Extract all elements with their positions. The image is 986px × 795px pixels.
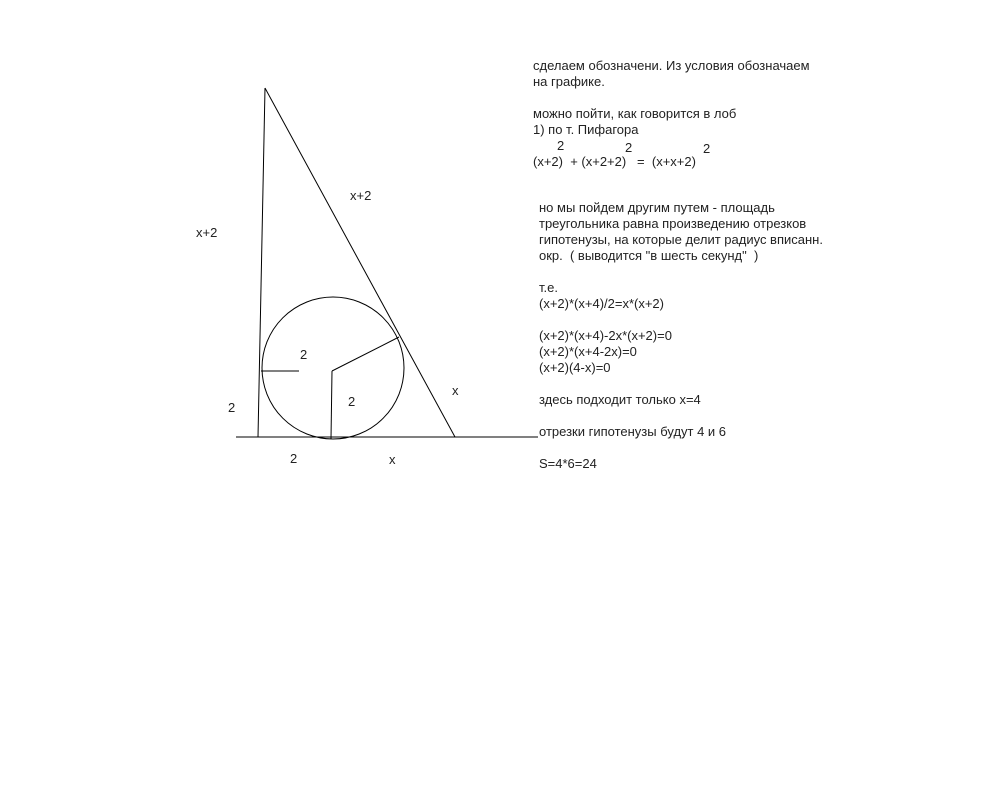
equation: (x+2)(4-x)=0 bbox=[539, 360, 611, 375]
equation: (x+2)*(x+4-2x)=0 bbox=[539, 344, 637, 359]
label-radius-horizontal: 2 bbox=[300, 347, 308, 362]
exponent: 2 bbox=[703, 141, 711, 156]
label-hypotenuse-lower: x bbox=[452, 383, 459, 398]
label-left-lower: 2 bbox=[228, 400, 236, 415]
note-line: но мы пойдем другим путем - площадь bbox=[539, 200, 775, 215]
pythagoras-equation: (x+2) + (x+2+2) = (x+x+2) bbox=[533, 154, 696, 169]
label-radius-vertical: 2 bbox=[348, 394, 356, 409]
radius-to-base bbox=[331, 371, 332, 439]
note-line: здесь подходит только x=4 bbox=[539, 392, 701, 407]
hypotenuse bbox=[265, 88, 455, 437]
label-hypotenuse-upper: x+2 bbox=[350, 188, 372, 203]
label-leg-vertical: x+2 bbox=[196, 225, 218, 240]
label-base-left: 2 bbox=[290, 451, 298, 466]
note-line: т.е. bbox=[539, 280, 558, 295]
equation: (x+2)*(x+4)/2=x*(x+2) bbox=[539, 296, 664, 311]
note-line: 1) по т. Пифагора bbox=[533, 122, 639, 137]
answer: S=4*6=24 bbox=[539, 456, 597, 471]
exponent: 2 bbox=[557, 138, 565, 153]
note-line: отрезки гипотенузы будут 4 и 6 bbox=[539, 424, 727, 439]
note-line: окр. ( выводится "в шесть секунд" ) bbox=[539, 248, 759, 263]
note-line: можно пойти, как говорится в лоб bbox=[533, 106, 737, 121]
note-line: треугольника равна произведению отрезков bbox=[539, 216, 807, 231]
note-line: сделаем обозначени. Из условия обозначаем bbox=[533, 58, 810, 73]
label-base-right: x bbox=[389, 452, 396, 467]
equation: (x+2)*(x+4)-2x*(x+2)=0 bbox=[539, 328, 672, 343]
note-line: гипотенузы, на которые делит радиус вписанн. bbox=[539, 232, 823, 247]
exponent: 2 bbox=[625, 140, 633, 155]
note-line: на графике. bbox=[533, 74, 605, 89]
radius-to-hypotenuse bbox=[332, 337, 399, 371]
inscribed-circle bbox=[262, 297, 404, 439]
